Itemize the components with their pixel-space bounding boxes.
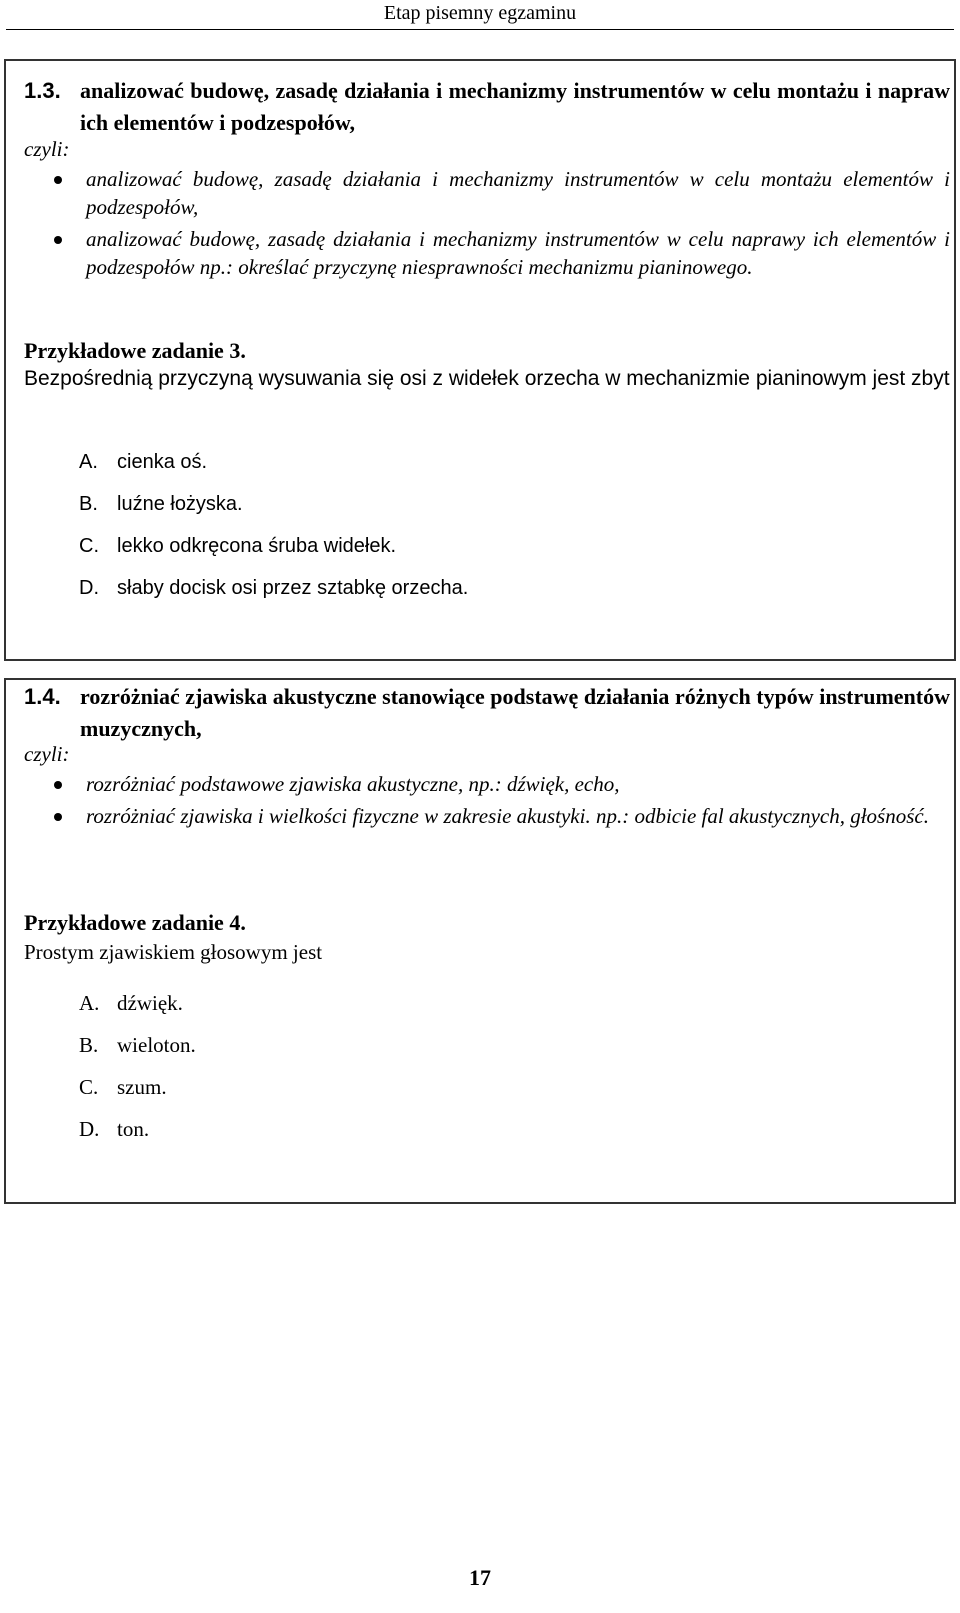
bullet-icon [54,813,62,821]
answer-letter: C. [79,1075,99,1099]
list-item [24,802,950,830]
bullet-text: rozróżniać zjawiska i wielkości fizyczne w zakresie akustyki. np.: odbicie fal akustycznych, głośność. [86,804,929,828]
answer-list [79,448,468,616]
section-number: 1.3. [24,78,61,103]
answer-option[interactable] [79,574,468,616]
list-item [24,225,950,281]
answer-text: dźwięk. [117,991,183,1015]
bullet-list [24,165,950,285]
answer-text: szum. [117,1075,167,1099]
answer-letter: D. [79,1117,100,1141]
answer-letter: D. [79,577,99,599]
answer-text: lekko odkręcona śruba widełek. [117,535,397,557]
answer-text: ton. [117,1117,150,1141]
answer-option[interactable] [79,1115,196,1157]
section-box-1-3 [4,59,956,661]
question-text: Prostym zjawiskiem głosowym jest [24,940,323,964]
answer-letter: B. [79,1033,99,1057]
answer-list [79,989,196,1157]
answer-option[interactable] [79,989,196,1031]
answer-option[interactable] [79,490,468,532]
bullet-text: analizować budowę, zasadę działania i mechanizmy instrumentów w celu naprawy ich elementów i podzespołów np.: określać przyczynę niesprawności mechanizmu pianinowego. [86,227,950,279]
answer-text: słaby docisk osi przez sztabkę orzecha. [117,577,469,599]
list-item [24,770,950,798]
czyli-label: czyli: [24,742,70,766]
section-title: analizować budowę, zasadę działania i mechanizmy instrumentów w celu montażu i napraw ich elementów i podzespołów, [80,78,950,135]
answer-option[interactable] [79,1073,196,1115]
bullet-text: analizować budowę, zasadę działania i mechanizmy instrumentów w celu montażu elementów i podzespołów, [86,167,950,219]
section-number: 1.4. [24,684,61,709]
answer-text: luźne łożyska. [117,493,243,515]
task-title: Przykładowe zadanie 3. [24,338,246,363]
answer-option[interactable] [79,1031,196,1073]
answer-text: wieloton. [117,1033,196,1057]
header-divider [6,29,954,30]
question-text: Bezpośrednią przyczyną wysuwania się osi z widełek orzecha w mechanizmie pianinowym jest zbyt [24,367,950,390]
page-number: 17 [469,1565,491,1590]
bullet-icon [54,176,62,184]
bullet-text: rozróżniać podstawowe zjawiska akustyczne, np.: dźwięk, echo, [86,772,620,796]
bullet-icon [54,781,62,789]
answer-option[interactable] [79,448,468,490]
answer-letter: A. [79,991,100,1015]
section-box-1-4 [4,678,956,1204]
answer-text: cienka oś. [117,451,208,473]
answer-letter: B. [79,493,98,515]
bullet-icon [54,236,62,244]
list-item [24,165,950,221]
task-title: Przykładowe zadanie 4. [24,910,246,935]
bullet-list [24,770,950,834]
answer-letter: C. [79,535,99,557]
answer-option[interactable] [79,532,468,574]
section-title: rozróżniać zjawiska akustyczne stanowiące podstawę działania różnych typów instrumentów muzycznych, [80,684,950,741]
answer-letter: A. [79,451,98,473]
page-header: Etap pisemny egzaminu [383,2,577,24]
czyli-label: czyli: [24,137,70,161]
